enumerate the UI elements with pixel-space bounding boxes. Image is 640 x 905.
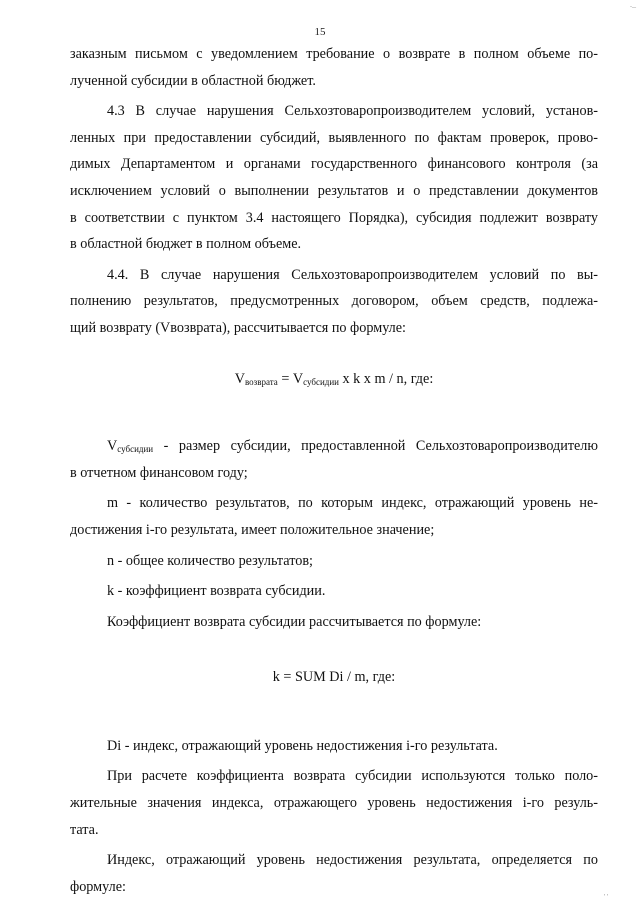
text-line: в соответствии с пунктом 3.4 настоящего Порядка), субсидия подлежит возврату (70, 209, 598, 226)
text-line: в областной бюджет в полном объеме. (70, 236, 302, 253)
formula-eq: = V (277, 370, 304, 387)
formula-var: V (234, 370, 245, 387)
formula-rest: x k x m / n, где: (338, 370, 434, 387)
definition-v-subsidy (70, 433, 598, 486)
text-line: исключением условий о выполнении результатов и о представлении документов (70, 182, 598, 199)
text-line: тата. (70, 821, 99, 838)
paragraph-4-3 (70, 98, 598, 258)
text-line: в отчетном финансовом году; (70, 464, 248, 481)
formula-var: V (107, 438, 118, 455)
definition-k: k - коэффициент возврата субсидии. (107, 583, 326, 600)
paragraph-index-formula-intro (70, 847, 598, 900)
page-number: 15 (314, 26, 326, 38)
formula-refund-amount (70, 366, 598, 393)
scan-mark: ' ' (603, 893, 608, 901)
text-line: m - количество результатов, по которым индекс, отражающий уровень не- (107, 495, 598, 512)
text-line: При расчете коэффициента возврата субсидии используются только поло- (107, 768, 598, 785)
text-line: 4.3 В случае нарушения Сельхозтоваропроизводителем условий, установ- (107, 103, 598, 120)
definition-di: Di - индекс, отражающий уровень недостижения i-го результата. (107, 737, 498, 754)
definition-n: n - общее количество результатов; (107, 552, 313, 569)
paragraph-4-4 (70, 262, 598, 342)
text-line: жительные значения индекса, отражающего уровень недостижения i-го резуль- (70, 795, 598, 812)
document-body (70, 41, 598, 900)
text-line (70, 433, 598, 460)
formula-subscript: субсидии (303, 376, 339, 387)
text-line: формуле: (70, 878, 126, 895)
definition-m (70, 490, 598, 543)
corner-mark: ._ (630, 0, 636, 9)
paragraph-continuation (70, 41, 598, 94)
text-line: щий возврату (Vвозврата), рассчитывается по формуле: (70, 319, 406, 336)
text-line: достижения i-го результата, имеет положительное значение; (70, 521, 435, 538)
coefficient-intro: Коэффициент возврата субсидии рассчитывается по формуле: (107, 613, 482, 630)
text-line: димых Департаментом и органами государственного финансового контроля (за (70, 156, 598, 173)
text-fragment: - размер субсидии, предоставленной Сельхозтоваропроизводителю (153, 438, 598, 455)
text-line: лученной субсидии в областной бюджет. (70, 72, 316, 89)
formula-coefficient: k = SUM Di / m, где: (272, 669, 396, 686)
text-line: ленных при предоставлении субсидий, выявленного по фактам проверок, прово- (70, 129, 598, 146)
text-line: 4.4. В случае нарушения Сельхозтоваропроизводителем условий по вы- (107, 266, 598, 283)
formula-subscript: возврата (244, 376, 278, 387)
paragraph-coefficient-note (70, 763, 598, 843)
text-line: заказным письмом с уведомлением требование о возврате в полном объеме по- (70, 46, 598, 62)
text-line: Индекс, отражающий уровень недостижения результата, определяется по (107, 852, 598, 869)
text-line: полнению результатов, предусмотренных договором, объем средств, подлежа- (70, 293, 598, 310)
formula-subscript: субсидии (117, 444, 154, 455)
